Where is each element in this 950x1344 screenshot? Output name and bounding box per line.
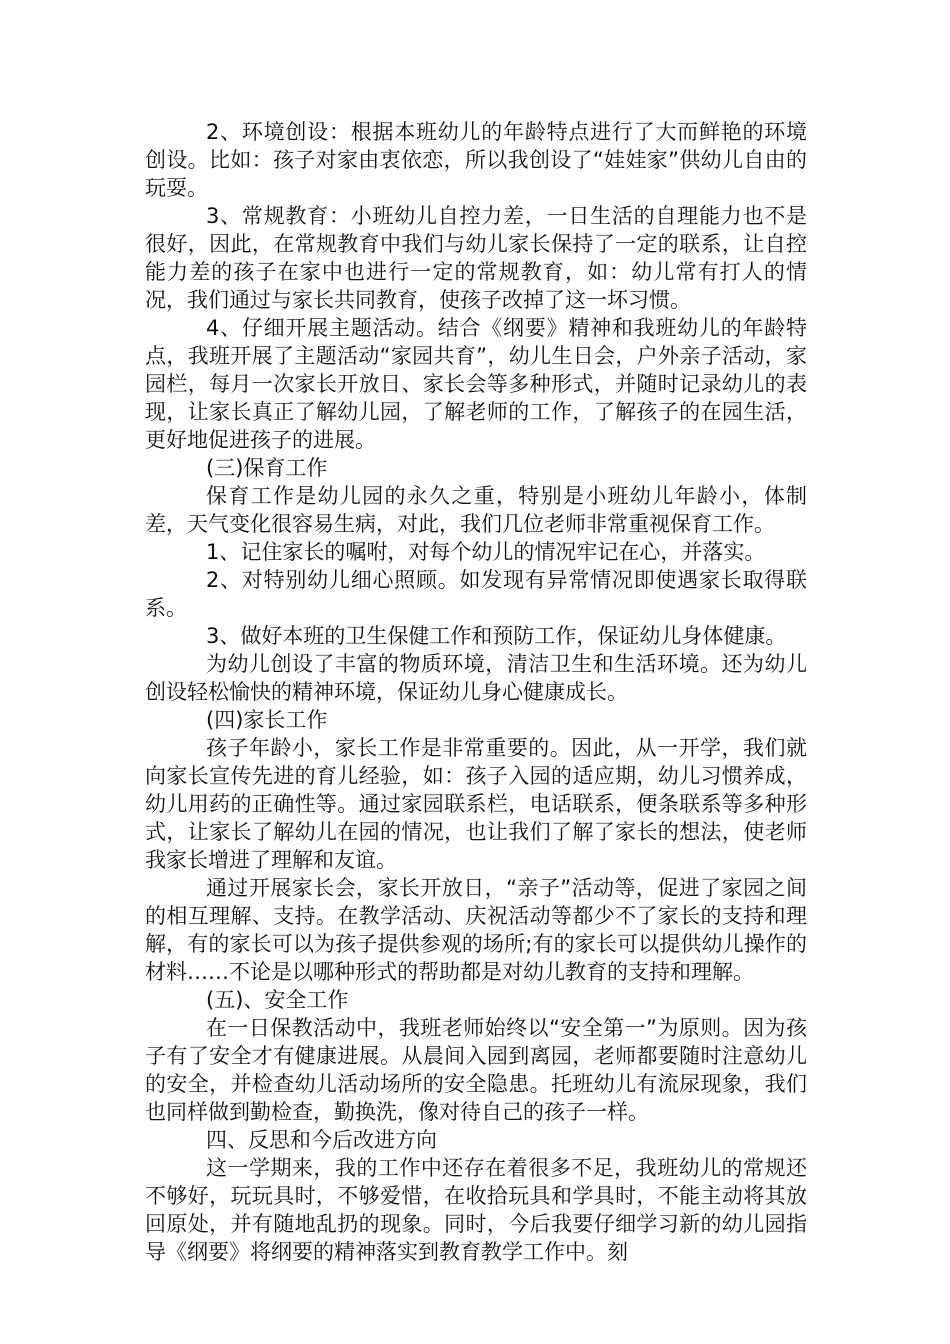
paragraph-environment: 2、环境创设：根据本班幼儿的年龄特点进行了大而鲜艳的环境创设。比如：孩子对家由衷依恋，所以我创设了“娃娃家”供幼儿自由的玩耍。 [145, 120, 807, 200]
paragraph-care-intro: 保育工作是幼儿园的永久之重，特别是小班幼儿年龄小，体制差，天气变化很容易生病，对此，我们几位老师非常重视保育工作。 [145, 484, 807, 536]
heading-care-work: (三)保育工作 [206, 456, 328, 480]
paragraph-care-item-3: 3、做好本班的卫生保健工作和预防工作，保证幼儿身体健康。 [206, 624, 787, 648]
paragraph-safety: 在一日保教活动中，我班老师始终以“安全第一”为原则。因为孩子有了安全才有健康进展。从晨间入园到离园，老师都要随时注意幼儿的安全，并检查幼儿活动场所的安全隐患。托班幼儿有流尿现象，我们也同样做到勤检查，勤换洗，像对待自己的孩子一样。 [145, 1016, 807, 1124]
paragraph-routine-education: 3、常规教育：小班幼儿自控力差，一日生活的自理能力也不是很好，因此，在常规教育中我们与幼儿家长保持了一定的联系，让自控能力差的孩子在家中也进行一定的常规教育，如：幼儿常有打人的情况，我们通过与家长共同教育，使孩子改掉了这一坏习惯。 [145, 204, 807, 312]
heading-safety-work: (五)、安全工作 [206, 988, 349, 1012]
heading-reflection: 四、反思和今后改进方向 [206, 1128, 437, 1152]
paragraph-parent-work-1: 孩子年龄小，家长工作是非常重要的。因此，从一开学，我们就向家长宣传先进的育儿经验，如：孩子入园的适应期，幼儿习惯养成，幼儿用药的正确性等。通过家园联系栏，电话联系，便条联系等多种形式，让家长了解幼儿在园的情况，也让我们了解了家长的想法，使老师我家长增进了理解和友谊。 [145, 736, 807, 872]
heading-parent-work: (四)家长工作 [206, 708, 328, 732]
paragraph-theme-activities: 4、仔细开展主题活动。结合《纲要》精神和我班幼儿的年龄特点，我班开展了主题活动“家园共育”，幼儿生日会，户外亲子活动，家园栏，每月一次家长开放日、家长会等多种形式，并随时记录幼儿的表现，让家长真正了解幼儿园，了解老师的工作，了解孩子的在园生活，更好地促进孩子的进展。 [145, 316, 807, 452]
document-body [145, 118, 807, 1266]
paragraph-reflection: 这一学期来，我的工作中还存在着很多不足，我班幼儿的常规还不够好，玩玩具时，不够爱惜，在收拾玩具和学具时，不能主动将其放回原处，并有随地乱扔的现象。同时，今后我要仔细学习新的幼儿园指导《纲要》将纲要的精神落实到教育教学工作中。刻 [145, 1156, 807, 1264]
paragraph-care-environment: 为幼儿创设了丰富的物质环境，清洁卫生和生活环境。还为幼儿创设轻松愉快的精神环境，保证幼儿身心健康成长。 [145, 652, 807, 704]
paragraph-care-item-1: 1、记住家长的嘱咐，对每个幼儿的情况牢记在心，并落实。 [206, 540, 766, 564]
paragraph-care-item-2: 2、对特别幼儿细心照顾。如发现有异常情况即使遇家长取得联系。 [145, 568, 807, 620]
paragraph-parent-work-2: 通过开展家长会，家长开放日，“亲子”活动等，促进了家园之间的相互理解、支持。在教学活动、庆祝活动等都少不了家长的支持和理解，有的家长可以为孩子提供参观的场所;有的家长可以提供幼儿操作的材料……不论是以哪种形式的帮助都是对幼儿教育的支持和理解。 [145, 876, 807, 984]
